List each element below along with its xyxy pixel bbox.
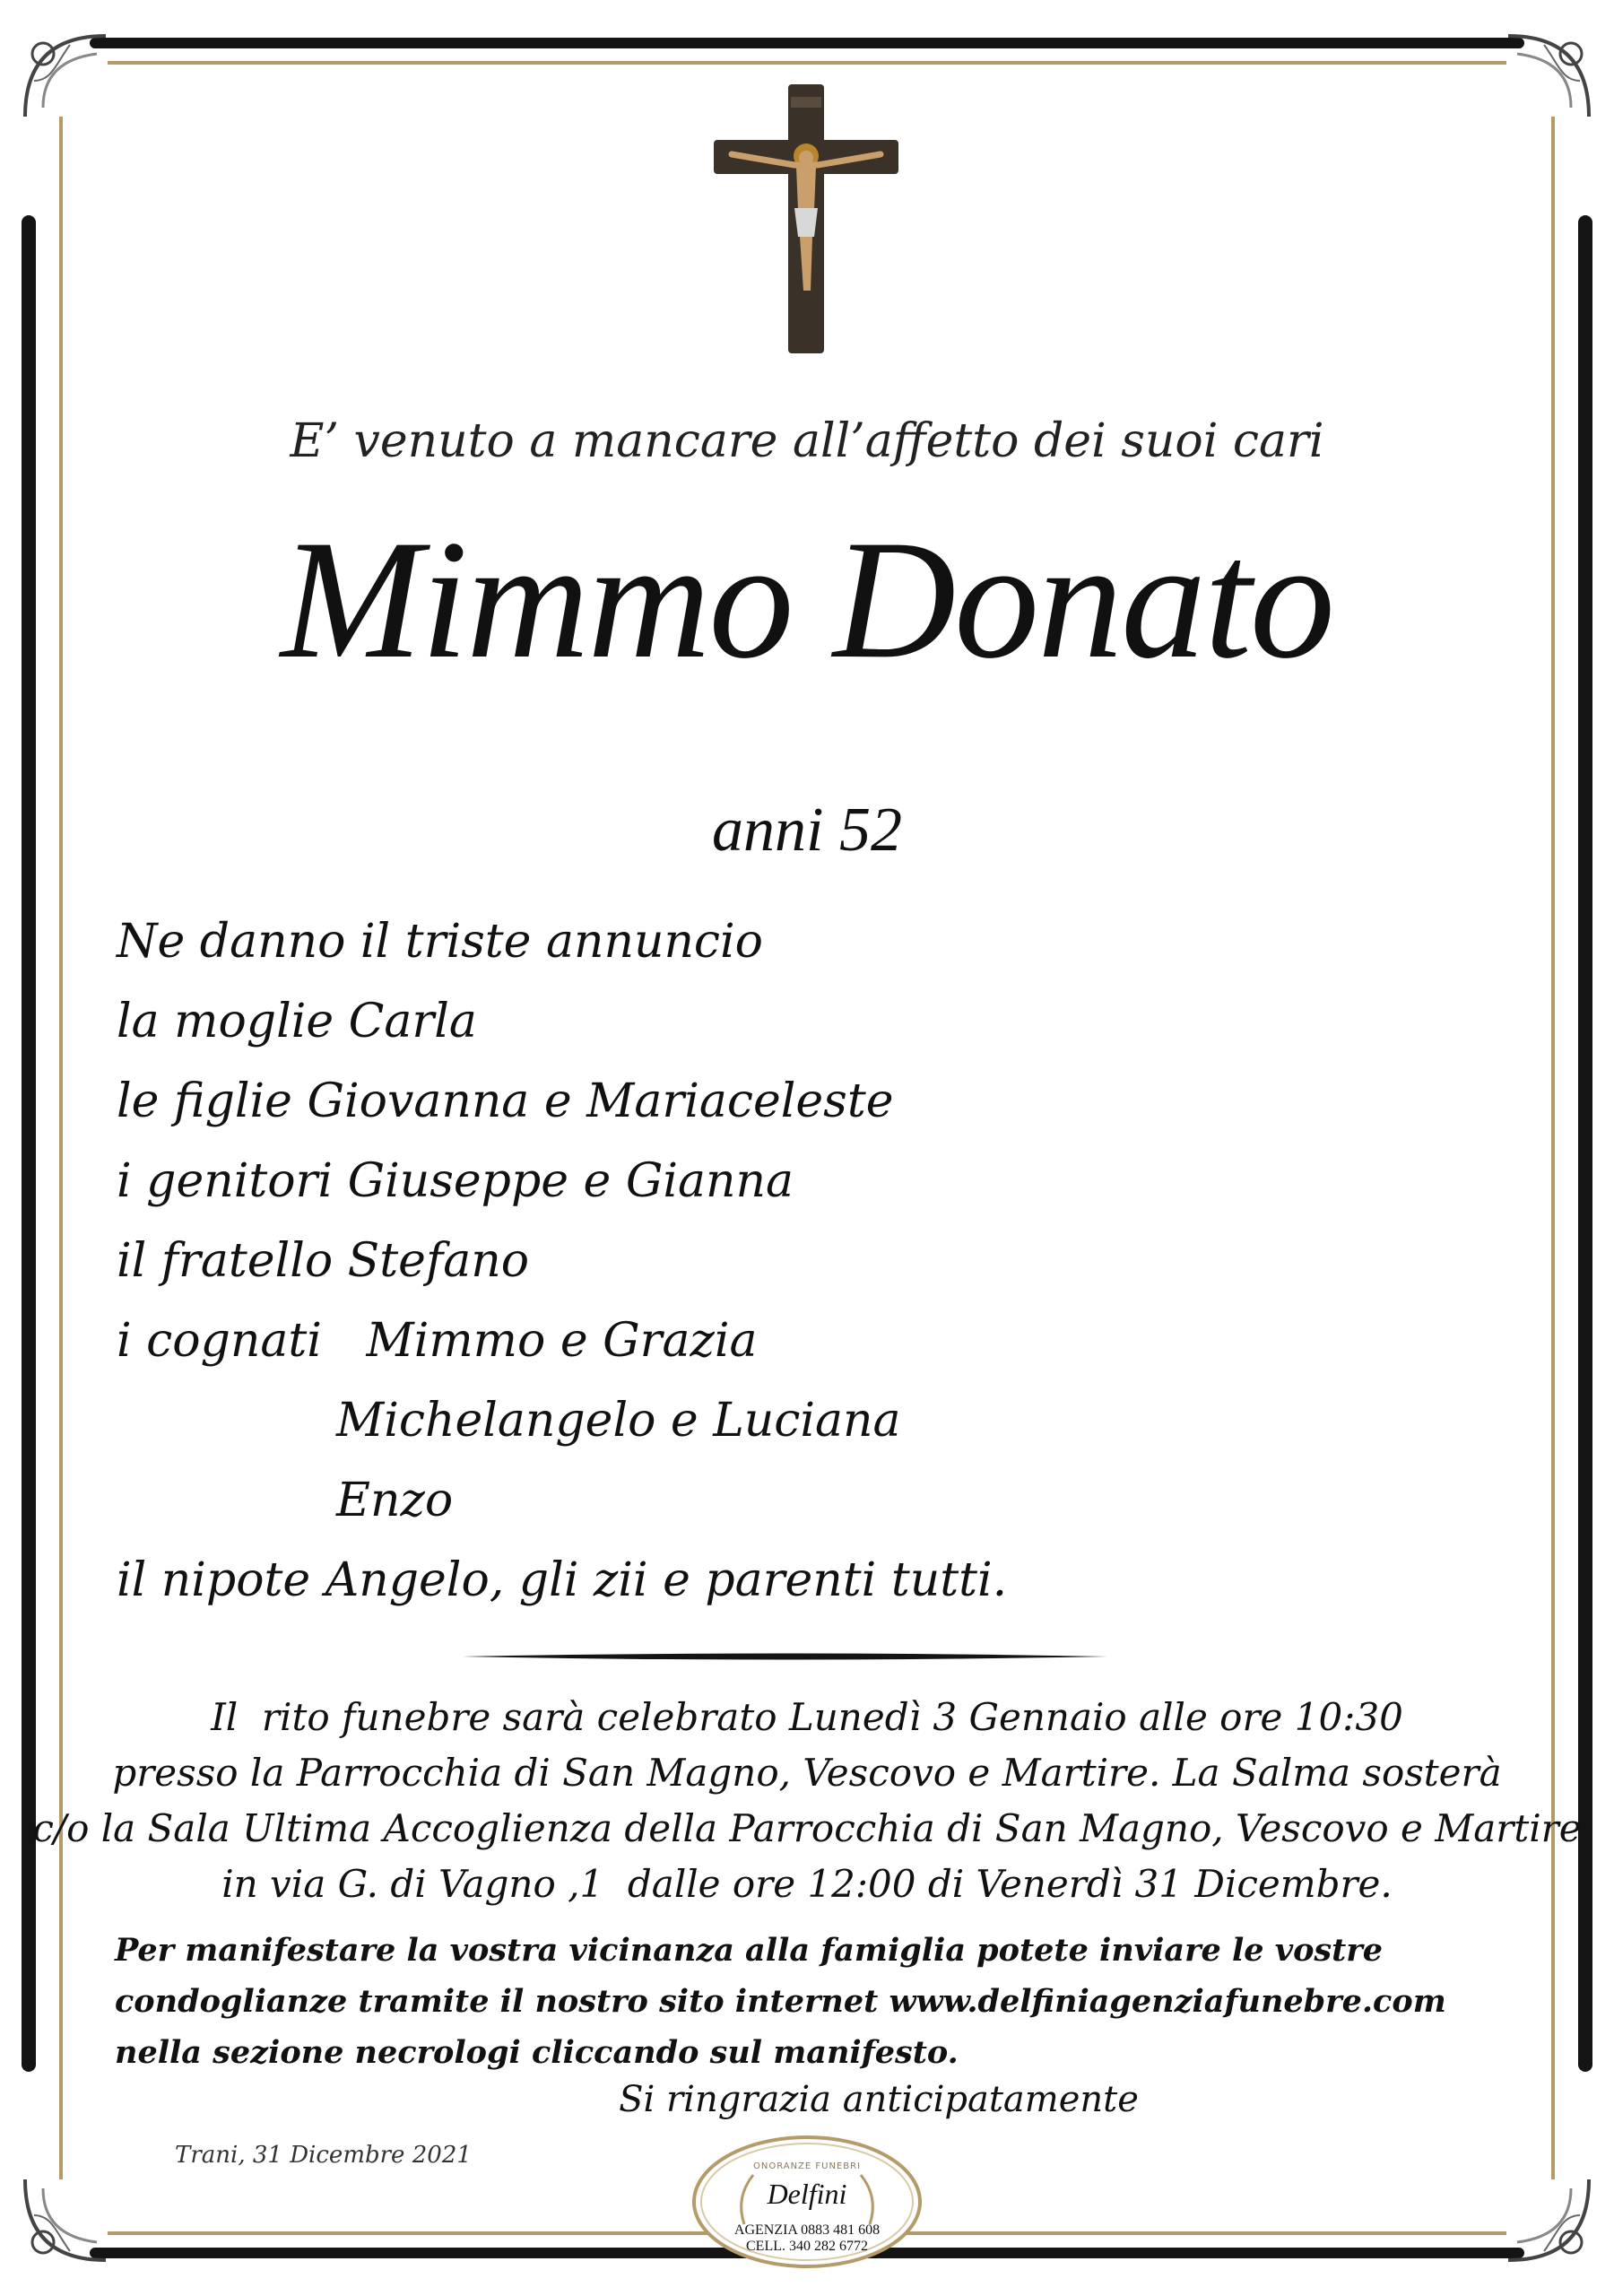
family-line: il fratello Stefano: [117, 1234, 530, 1288]
place-date: Trani, 31 Dicembre 2021: [175, 2142, 472, 2169]
family-list: [117, 902, 1007, 1621]
logo-cell-phone: CELL. 340 282 6772: [746, 2239, 868, 2254]
deceased-name: Mimmo Donato: [281, 506, 1333, 694]
family-line: Michelangelo e Luciana: [336, 1394, 901, 1448]
family-line: la moglie Carla: [117, 995, 477, 1048]
frame-top-bar: [90, 38, 1524, 48]
corner-ornament-icon: [16, 27, 115, 126]
divider-line: [462, 1652, 1107, 1661]
funeral-line: presso la Parrocchia di San Magno, Vescovo e Martire. La Salma sosterà: [112, 1751, 1502, 1795]
corner-ornament-icon: [16, 2170, 115, 2269]
agency-logo: [690, 2135, 924, 2269]
logo-name: Delfini: [767, 2178, 847, 2210]
thanks-text: Si ringrazia anticipatamente: [619, 2079, 1139, 2120]
funeral-details: [0, 1690, 1614, 1912]
corner-ornament-icon: [1499, 2170, 1598, 2269]
frame-top-gold-line: [108, 61, 1506, 65]
crucifix-icon: [714, 84, 898, 353]
funeral-line: in via G. di Vagno ,1 dalle ore 12:00 di Venerdì 31 Dicembre.: [221, 1862, 1393, 1906]
corner-ornament-icon: [1499, 27, 1598, 126]
deceased-age: anni 52: [712, 796, 902, 865]
logo-agency-phone: AGENZIA 0883 481 608: [733, 2222, 881, 2238]
family-line: i cognati Mimmo e Grazia: [117, 1314, 758, 1368]
family-line: il nipote Angelo, gli zii e parenti tutti.: [117, 1553, 1008, 1607]
logo-tagline: ONORANZE FUNEBRI: [752, 2161, 862, 2171]
condolence-notice: Per manifestare la vostra vicinanza alla famiglia potete inviare le vostre condoglianze tramite il nostro sito internet www.delfiniagenziafunebre.com nella sezione necrologi cliccando sul manifesto.: [115, 1932, 1446, 2071]
family-line: le figlie Giovanna e Mariaceleste: [117, 1074, 894, 1128]
funeral-line: Il rito funebre sarà celebrato Lunedì 3 Gennaio alle ore 10:30: [211, 1695, 1403, 1739]
family-line: Enzo: [336, 1474, 454, 1527]
intro-text: E’ venuto a mancare all’affetto dei suoi cari: [290, 414, 1324, 468]
funeral-line: c/o la Sala Ultima Accoglienza della Parrocchia di San Magno, Vescovo e Martire: [32, 1806, 1582, 1850]
family-line: i genitori Giuseppe e Gianna: [117, 1154, 794, 1208]
family-line: Ne danno il triste annuncio: [117, 915, 763, 969]
